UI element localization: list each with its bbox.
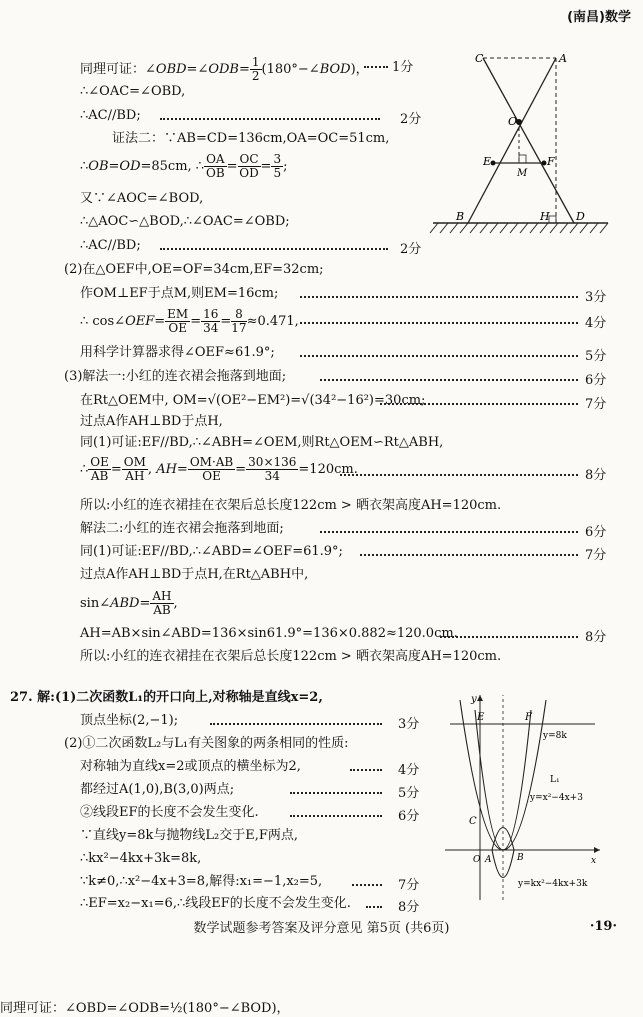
text-l16: 同(1)可证:EF//BD,∴∠ABH=∠OEM,则Rt△OEM∽Rt△ABH, bbox=[80, 435, 444, 450]
text-l28: 对称轴为直线x=2或顶点的横坐标为2, bbox=[80, 759, 301, 774]
text-l23: AH=AB×sin∠ABD=136×sin61.9°=136×0.882≈120.0cm. bbox=[80, 626, 458, 641]
score-20: 7分 bbox=[585, 548, 607, 563]
text-l4: 证法二：∵AB=CD=136cm,OA=OC=51cm, bbox=[112, 131, 390, 146]
line-l2: 同理可证：∠OBD=∠ODB=½(180°−∠BOD)， bbox=[0, 1001, 290, 1016]
text-l9: (2)在△OEF中,OE=OF=34cm,EF=32cm; bbox=[64, 262, 324, 277]
score-28: 4分 bbox=[398, 763, 420, 778]
page-footer: 数学试题参考答案及评分意见 第5页 (共6页) bbox=[193, 921, 450, 936]
score-3: 2分 bbox=[400, 112, 422, 127]
label-H: H bbox=[540, 210, 550, 223]
text-l26: 顶点坐标(2,−1); bbox=[80, 713, 179, 728]
text-l14: 在Rt△OEM中, OM=√(OE²−EM²)=√(34²−16²)=30cm; bbox=[80, 393, 426, 408]
page-header: (南昌)数学 bbox=[567, 10, 631, 25]
label-F2: F bbox=[525, 712, 532, 723]
text-l30: ②线段EF的长度不会发生变化. bbox=[80, 805, 259, 820]
l1-label: L₁ bbox=[550, 775, 560, 785]
line-l17: ∴ $\frac{OE}{AB}$ = $\frac{OM}{AH}$ , AH= $\frac{OM\cdot AB}{OE}$ = $\frac{30\times 136}{34}$ =120cm. bbox=[80, 455, 358, 483]
score-26: 3分 bbox=[398, 717, 420, 732]
text-l19: 解法二:小红的连衣裙会拖落到地面; bbox=[80, 521, 284, 536]
text-l31: ∵直线y=8k与抛物线L₂交于E,F两点, bbox=[80, 828, 299, 843]
score-23: 8分 bbox=[585, 630, 607, 645]
parabola-figure bbox=[440, 690, 605, 905]
label-O2: O bbox=[473, 855, 481, 865]
text-l21: 过点A作AH⊥BD于点H,在Rt△ABH中, bbox=[80, 567, 309, 582]
score-11: 4分 bbox=[585, 316, 607, 331]
text-l8: ∴AC//BD; bbox=[80, 238, 141, 253]
score-1: 1分 bbox=[392, 60, 414, 75]
score-14: 7分 bbox=[585, 397, 607, 412]
text-l32: ∴kx²−4kx+3k=8k, bbox=[80, 851, 202, 866]
text-l27: (2)①二次函数L₂与L₁有关图象的两条相同的性质: bbox=[64, 736, 349, 751]
score-13: 6分 bbox=[585, 373, 607, 388]
text-l7: ∴△AOC∽△BOD,∴∠OAC=∠OBD; bbox=[80, 214, 290, 229]
text-l13: (3)解法一:小红的连衣裙会拖落到地面; bbox=[64, 369, 287, 384]
score-19: 6分 bbox=[585, 525, 607, 540]
l1-equation: y=x²−4x+3 bbox=[530, 793, 583, 803]
page-number: ·19· bbox=[589, 919, 617, 934]
score-30: 6分 bbox=[398, 809, 420, 824]
score-10: 3分 bbox=[585, 290, 607, 305]
score-8: 2分 bbox=[400, 242, 422, 257]
score-33: 7分 bbox=[398, 878, 420, 893]
label-O: O bbox=[508, 115, 518, 128]
text-l3: ∴AC//BD; bbox=[80, 108, 141, 123]
text-l15: 过点A作AH⊥BD于点H, bbox=[80, 414, 223, 429]
text-l33: ∵k≠0,∴x²−4x+3=8,解得:x₁=−1,x₂=5, bbox=[80, 874, 323, 889]
line-l11: ∴ cos∠OEF= $\frac{EM}{OE}$ = $\frac{16}{34}$ = $\frac{8}{17}$ ≈0.471, bbox=[80, 307, 299, 335]
label-E2: E bbox=[477, 712, 485, 723]
label-D: D bbox=[576, 210, 585, 223]
line-label: y=8k bbox=[543, 731, 567, 741]
label-C2: C bbox=[469, 816, 477, 827]
text-l10: 作OM⊥EF于点M,则EM=16cm; bbox=[80, 286, 279, 301]
score-29: 5分 bbox=[398, 786, 420, 801]
text-l29: 都经过A(1,0),B(3,0)两点; bbox=[80, 782, 235, 797]
line-l5: ∴OB=OD=85cm, ∴ $\frac{OA}{OB}$ = $\frac{OC}{OD}$ = $\frac{3}{5}$ ; bbox=[80, 152, 288, 180]
text-l18: 所以:小红的连衣裙挂在衣架后总长度122cm > 晒衣架高度AH=120cm. bbox=[80, 498, 502, 513]
label-M: M bbox=[517, 168, 528, 179]
l2-equation: y=kx²−4kx+3k bbox=[518, 879, 588, 889]
text-l34: ∴EF=x₂−x₁=6,∴线段EF的长度不会发生变化. bbox=[80, 896, 351, 911]
label-A: A bbox=[559, 52, 567, 65]
clothes-rack-figure bbox=[428, 50, 613, 245]
text-l2: ∴∠OAC=∠OBD, bbox=[80, 84, 186, 99]
label-E: E bbox=[483, 155, 492, 168]
text-l25: 27. 解:(1)二次函数L₁的开口向上,对称轴是直线x=2, bbox=[10, 690, 323, 705]
line-l22: sin∠ABD= $\frac{AH}{AB}$ , bbox=[80, 589, 178, 617]
score-34: 8分 bbox=[398, 900, 420, 915]
score-12: 5分 bbox=[585, 349, 607, 364]
text-l6: 又∵∠AOC=∠BOD, bbox=[80, 191, 204, 206]
score-17: 8分 bbox=[585, 468, 607, 483]
text-l12: 用科学计算器求得∠OEF≈61.9°; bbox=[80, 345, 275, 360]
text-l24: 所以:小红的连衣裙挂在衣架后总长度122cm > 晒衣架高度AH=120cm. bbox=[80, 649, 502, 664]
line-l1: 同理可证：∠OBD=∠ODB= $\frac{1}{2}$ (180°−∠BOD)， bbox=[80, 55, 369, 83]
label-B2: B bbox=[517, 853, 524, 863]
label-B: B bbox=[456, 210, 465, 223]
label-F: F bbox=[547, 155, 555, 168]
label-A2: A bbox=[485, 855, 492, 865]
axis-y-label: y bbox=[471, 694, 477, 705]
axis-x-label: x bbox=[591, 856, 597, 866]
label-C: C bbox=[475, 52, 484, 65]
text-l20: 同(1)可证:EF//BD,∴∠ABD=∠OEF=61.9°; bbox=[80, 544, 343, 559]
